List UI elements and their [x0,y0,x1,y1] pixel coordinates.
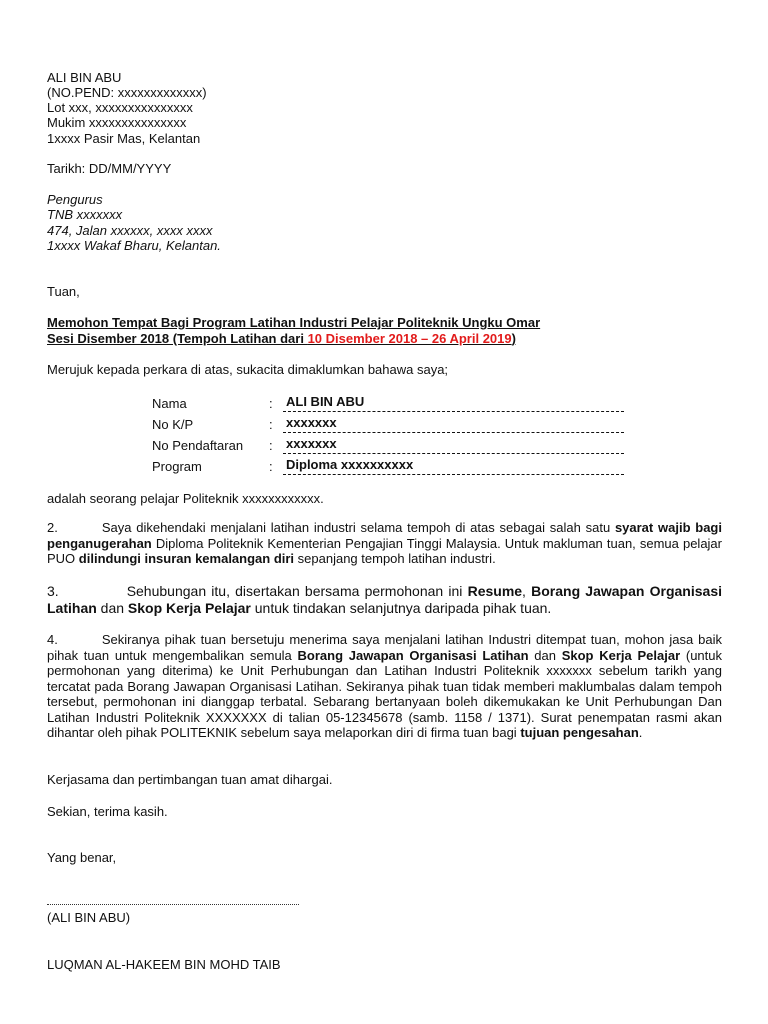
subject-prefix: Sesi Disember 2018 (Tempoh Latihan dari [47,331,308,346]
recipient-company: TNB xxxxxxx [47,207,123,222]
subject-line-1: Memohon Tempat Bagi Program Latihan Industri Pelajar Politeknik Ungku Omar [47,315,541,330]
paragraph-3 [47,583,722,616]
recipient-title: Pengurus [47,192,103,207]
para-number: 3. [47,583,59,599]
para-bold: Resume [467,583,523,599]
para-text: untuk tindakan selanjutnya daripada pihak tuan. [250,599,552,616]
subject-line-2 [47,331,516,346]
para-text: Sekiranya pihak tuan bersetuju menerima saya menjalani latihan Industri ditempat tuan, mohon jasa baik pihak tuan untuk mengembalikan semula [47,632,722,663]
field-colon: : [269,417,273,432]
para-text: (untuk permohonan yang diterima) ke Unit Perhubungan dan Latihan Industri Politeknik xxxxxxx sebelum tarikh yang tercatat pada Borang Jawapan Organisasi Latihan. Sekiranya pihak tuan tidak memberi maklumbalas dalam tempoh tersebut, permohonan ini dianggap terbatal. Sebarang bertanyaan boleh dikemukakan ke Unit Perhubungan Dan Latihan Industri Politeknik XXXXXXX di talian 05-12345678 (samb. 1158 / 1371). Surat penempatan rasmi akan dihantar oleh pihak POLITEKNIK sebelum saya melaporkan diri di firma tuan bagi [47,647,723,740]
para-bold: dilindungi insuran kemalangan diri [78,551,295,566]
sender-city: 1xxxx Pasir Mas, Kelantan [47,131,201,146]
para-text: Sehubungan itu, disertakan bersama permohonan ini [126,583,468,599]
field-dashed-line [283,411,624,412]
field-colon: : [269,459,273,474]
para-bold: Borang Jawapan Organisasi Latihan [47,583,722,616]
para-bold: Skop Kerja Pelajar [127,599,251,616]
sender-mukim: Mukim xxxxxxxxxxxxxxx [47,115,187,130]
recipient-city: 1xxxx Wakaf Bharu, Kelantan. [47,238,221,253]
sender-lot: Lot xxx, xxxxxxxxxxxxxxx [47,100,193,115]
recipient-street: 474, Jalan xxxxxx, xxxx xxxx [47,223,213,238]
field-value: Diploma xxxxxxxxxx [286,457,414,472]
thanks-text: Kerjasama dan pertimbangan tuan amat dihargai. [47,772,333,787]
field-dashed-line [283,474,624,475]
signature-dotted-line [47,896,299,905]
field-label: No Pendaftaran [152,438,244,453]
para-text: , [522,583,532,599]
field-label: No K/P [152,417,194,432]
intro-text: Merujuk kepada perkara di atas, sukacita dimaklumkan bahawa saya; [47,362,449,377]
field-label: Nama [152,396,187,411]
sender-ic: (NO.PEND: xxxxxxxxxxxxx) [47,85,207,100]
field-dashed-line [283,432,624,433]
para-text: dan [96,599,128,616]
para-number: 4. [47,632,58,647]
para-text: Saya dikehendaki menjalani latihan industri selama tempoh di atas sebagai salah satu [101,520,615,535]
field-value: ALI BIN ABU [286,394,365,409]
signature-name: (ALI BIN ABU) [47,910,131,925]
after-fields-text: adalah seorang pelajar Politeknik xxxxxxxxxxxx. [47,491,324,506]
para-bold: Skop Kerja Pelajar [561,647,681,663]
field-colon: : [269,438,273,453]
para-number: 2. [47,520,58,535]
para-bold: Borang Jawapan Organisasi Latihan [297,647,529,663]
letter-date: Tarikh: DD/MM/YYYY [47,161,172,176]
field-label: Program [152,459,202,474]
para-bold: syarat wajib bagi penganugerahan [47,520,722,551]
para-text: Diploma Politeknik Kementerian Pengajian Tinggi Malaysia. Untuk makluman tuan, semua pelajar PUO [47,535,722,566]
field-row-nopendaftaran [152,436,624,454]
sign-off: Yang benar, [47,850,117,865]
salutation: Tuan, [47,284,80,299]
footer-name: LUQMAN AL-HAKEEM BIN MOHD TAIB [47,957,281,972]
field-row-nama [152,394,624,412]
field-colon: : [269,396,273,411]
sender-name: ALI BIN ABU [47,70,122,85]
closing-text: Sekian, terima kasih. [47,804,168,819]
subject-end: ) [511,331,516,346]
field-value: xxxxxxx [286,415,337,430]
para-bold: tujuan pengesahan [520,725,639,740]
subject-dates: 10 Disember 2018 – 26 April 2019 [307,331,512,346]
field-row-nokp [152,415,624,433]
field-row-program [152,457,624,475]
paragraph-4 [47,632,722,741]
para-text: sepanjang tempoh latihan industri. [294,551,496,566]
para-text: . [638,725,643,740]
paragraph-2 [47,520,722,567]
para-text: dan [528,647,562,663]
field-dashed-line [283,453,624,454]
field-value: xxxxxxx [286,436,337,451]
